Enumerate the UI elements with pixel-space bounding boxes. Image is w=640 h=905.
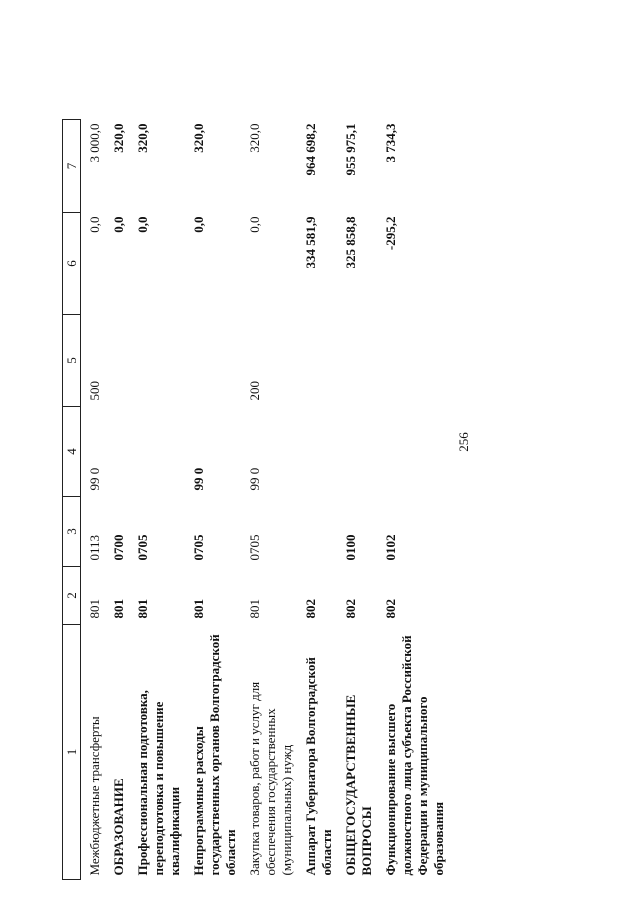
cell-section: 0705 [135,534,150,561]
cell-target: 99 0 [247,467,262,491]
column-header: 4 [63,407,81,497]
cell-change: 0,0 [191,216,206,233]
table-row [129,120,185,880]
cell-target [337,407,377,497]
cell-total: 320,0 [247,123,262,153]
row-name: Аппарат Губернатора Волгоградской области [303,657,334,876]
cell-change: 0,0 [135,216,150,233]
page-number: 256 [456,432,471,452]
cell-code: 802 [303,599,318,619]
cell-section: 0700 [111,534,126,561]
row-name: Профессиональная подготовка, переподготовка и повышение квалификации [135,690,182,876]
cell-change: 0,0 [247,216,262,233]
column-header: 6 [63,213,81,315]
table-row [377,120,449,880]
cell-section: 0113 [87,534,102,561]
cell-section [297,497,337,567]
cell-code: 802 [383,599,398,619]
cell-type: 200 [247,381,262,401]
row-name: ОБРАЗОВАНИЕ [111,778,126,876]
cell-type [129,315,185,407]
table-row [337,120,377,880]
cell-type [337,315,377,407]
header-row [63,120,81,880]
cell-code: 801 [135,599,150,619]
cell-section: 0100 [343,534,358,561]
cell-target [297,407,337,497]
table-row [81,120,106,880]
row-name: Межбюджетные трансферты [87,716,102,876]
cell-total: 320,0 [135,123,150,153]
cell-type [377,315,449,407]
row-name: Функционирование высшего должностного лица субъекта Российской Федерации и муниципального образования [383,635,446,876]
rotated-page [62,120,582,880]
column-header: 2 [63,567,81,625]
cell-total: 320,0 [111,123,126,153]
cell-change: 0,0 [87,216,102,233]
table-row [185,120,241,880]
cell-type [105,315,129,407]
row-name: Непрограммные расходы государственных органов Волгоградской области [191,634,238,876]
cell-change: 0,0 [111,216,126,233]
cell-change: 334 581,9 [303,216,318,269]
table-row [105,120,129,880]
cell-target: 99 0 [191,467,206,491]
cell-total: 964 698,2 [303,123,318,176]
column-header: 7 [63,120,81,213]
cell-total: 3 000,0 [87,123,102,163]
cell-total: 320,0 [191,123,206,153]
cell-target: 99 0 [87,467,102,491]
cell-change: -295,2 [383,216,398,251]
column-header: 5 [63,315,81,407]
column-header: 1 [63,625,81,880]
cell-target [377,407,449,497]
column-header: 3 [63,497,81,567]
cell-section: 0102 [383,534,398,561]
row-name: ОБЩЕГОСУДАРСТВЕННЫЕ ВОПРОСЫ [343,694,374,876]
table-row [297,120,337,880]
cell-change: 325 858,8 [343,216,358,269]
cell-type: 500 [87,381,102,401]
cell-type [297,315,337,407]
cell-total: 955 975,1 [343,123,358,176]
cell-section: 0705 [191,534,206,561]
cell-target [105,407,129,497]
cell-type [185,315,241,407]
budget-table [62,119,449,880]
cell-code: 801 [87,599,102,619]
cell-code: 802 [343,599,358,619]
cell-code: 801 [191,599,206,619]
row-name: Закупка товаров, работ и услуг для обеспечения государственных (муниципальных) нужд [247,681,294,876]
cell-code: 801 [111,599,126,619]
cell-target [129,407,185,497]
cell-total: 3 734,3 [383,123,398,163]
cell-section: 0705 [247,534,262,561]
cell-code: 801 [247,599,262,619]
table-row [241,120,297,880]
